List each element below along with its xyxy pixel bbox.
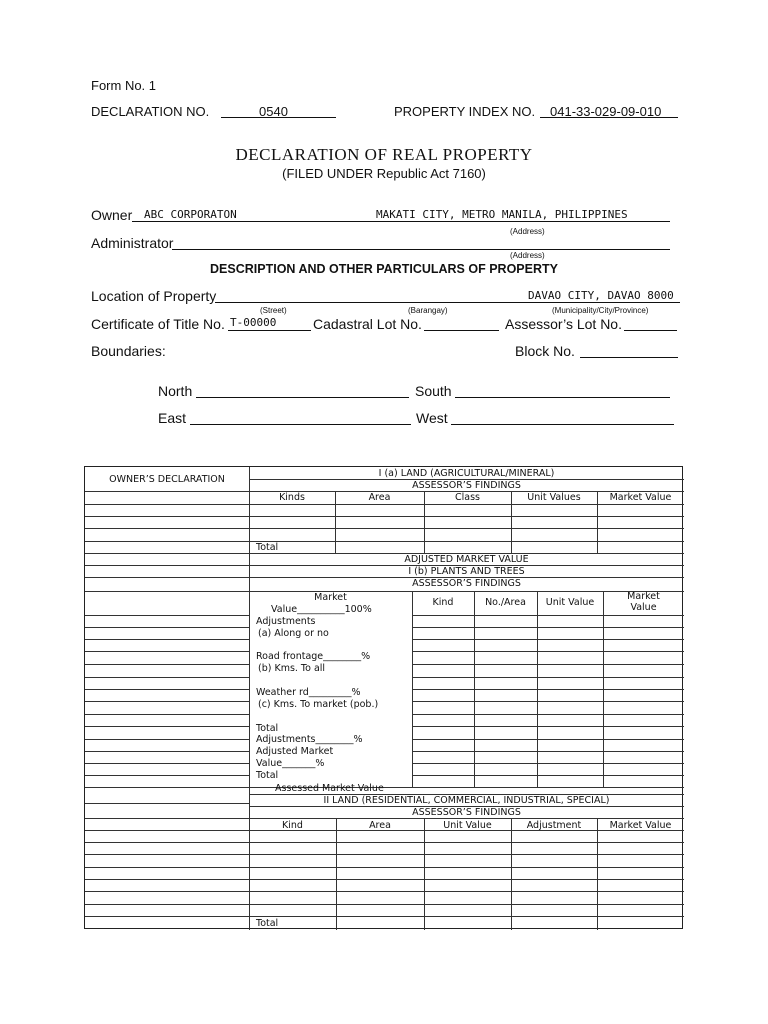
property-index-value[interactable]: 041-33-029-09-010 bbox=[550, 104, 662, 119]
cadastral-lot-line[interactable] bbox=[424, 330, 499, 331]
administrator-label: Administrator bbox=[91, 235, 174, 251]
page-subtitle: (FILED UNDER Republic Act 7160) bbox=[282, 166, 486, 181]
title-no-value[interactable]: T-00000 bbox=[230, 316, 277, 329]
barangay-caption: (Barangay) bbox=[408, 306, 448, 315]
land-res-total: Total bbox=[256, 918, 279, 929]
table-line bbox=[412, 627, 684, 628]
table-line bbox=[412, 651, 684, 652]
administrator-line[interactable] bbox=[172, 249, 670, 250]
table-line bbox=[412, 689, 684, 690]
owner-row-line bbox=[85, 553, 249, 554]
land-res-col-adjustment: Adjustment bbox=[526, 820, 582, 831]
plants-col-market-value: Market Value bbox=[627, 591, 660, 613]
table-line bbox=[424, 818, 425, 930]
land-ag-col-area: Area bbox=[368, 492, 391, 503]
adjusted-market-value: ADJUSTED MARKET VALUE bbox=[404, 554, 529, 565]
land-ag-findings: ASSESSOR’S FINDINGS bbox=[412, 480, 521, 491]
owner-address-caption: (Address) bbox=[510, 227, 545, 236]
owner-row-line bbox=[85, 591, 249, 592]
land-res-col-area: Area bbox=[369, 820, 391, 831]
land-res-col-unit-value: Unit Value bbox=[443, 820, 492, 831]
declaration-no-value[interactable]: 0540 bbox=[259, 104, 288, 119]
land-ag-col-unit-values: Unit Values bbox=[527, 492, 581, 503]
location-value[interactable]: DAVAO CITY, DAVAO 8000 bbox=[528, 289, 674, 302]
north-label: North bbox=[158, 383, 193, 399]
table-line bbox=[511, 491, 512, 553]
table-line bbox=[597, 818, 598, 930]
table-line bbox=[412, 714, 684, 715]
plants-col-unit-value: Unit Value bbox=[545, 597, 595, 608]
owner-address-value[interactable]: MAKATI CITY, METRO MANILA, PHILIPPINES bbox=[376, 208, 628, 221]
owner-row-line bbox=[85, 677, 249, 678]
table-line bbox=[249, 891, 684, 892]
owner-row-line bbox=[85, 689, 249, 690]
owner-row-line bbox=[85, 739, 249, 740]
cadastral-lot-label: Cadastral Lot No. bbox=[313, 316, 422, 332]
assessed-market-value: Assessed Market Value bbox=[275, 783, 384, 794]
adj-value-pct: Value__________100% bbox=[271, 604, 372, 615]
owner-row-line bbox=[85, 577, 249, 578]
owner-row-line bbox=[85, 787, 249, 788]
east-label: East bbox=[158, 410, 187, 426]
owner-row-line bbox=[85, 726, 249, 727]
table-line bbox=[412, 763, 684, 764]
table-line bbox=[412, 664, 684, 665]
table-line bbox=[249, 904, 684, 905]
owner-row-line bbox=[85, 879, 249, 880]
section-heading: DESCRIPTION AND OTHER PARTICULARS OF PROPERTY bbox=[210, 262, 558, 276]
owner-row-line bbox=[85, 639, 249, 640]
owner-row-line bbox=[85, 867, 249, 868]
owner-row-line bbox=[85, 504, 249, 505]
owner-row-line bbox=[85, 891, 249, 892]
table-line bbox=[412, 701, 684, 702]
land-res-title: II LAND (RESIDENTIAL, COMMERCIAL, INDUSTRIAL, SPECIAL) bbox=[323, 795, 610, 806]
east-line[interactable] bbox=[190, 424, 411, 425]
owner-row-line bbox=[85, 916, 249, 917]
title-no-label: Certificate of Title No. bbox=[91, 316, 225, 332]
adj-total2: Total bbox=[256, 770, 279, 781]
block-no-label: Block No. bbox=[515, 343, 575, 359]
table-line bbox=[412, 639, 684, 640]
property-index-label: PROPERTY INDEX NO. bbox=[394, 104, 536, 119]
table-line bbox=[249, 867, 684, 868]
land-res-col-kind: Kind bbox=[282, 820, 303, 831]
owner-row-line bbox=[85, 714, 249, 715]
table-line bbox=[249, 854, 684, 855]
land-res-col-market-value: Market Value bbox=[609, 820, 672, 831]
owner-row-line bbox=[85, 830, 249, 831]
declaration-no-label: DECLARATION NO. bbox=[91, 104, 210, 119]
assessor-lot-label: Assessor’s Lot No. bbox=[505, 316, 622, 332]
adj-adjustments: Adjustments bbox=[256, 616, 316, 627]
table-line bbox=[597, 491, 598, 553]
adj-along: (a) Along or no bbox=[258, 628, 329, 639]
adj-value2: Value_______% bbox=[256, 758, 325, 769]
municipality-caption: (Municipality/City/Province) bbox=[552, 306, 649, 315]
south-label: South bbox=[415, 383, 452, 399]
owner-row-line bbox=[85, 664, 249, 665]
table-line bbox=[412, 615, 684, 616]
owner-row-line bbox=[85, 651, 249, 652]
assessment-table bbox=[84, 466, 683, 929]
owner-label: Owner bbox=[91, 207, 133, 223]
table-line bbox=[412, 775, 684, 776]
west-label: West bbox=[416, 410, 448, 426]
south-line[interactable] bbox=[455, 397, 670, 398]
owner-row-line bbox=[85, 565, 249, 566]
table-line bbox=[336, 818, 337, 930]
adj-kms-all: (b) Kms. To all bbox=[258, 663, 326, 674]
owner-line bbox=[132, 221, 670, 222]
table-line bbox=[249, 842, 684, 843]
page-title: DECLARATION OF REAL PROPERTY bbox=[235, 145, 533, 164]
boundaries-label: Boundaries: bbox=[91, 343, 166, 359]
table-line bbox=[249, 879, 684, 880]
location-line bbox=[215, 302, 680, 303]
location-label: Location of Property bbox=[91, 288, 217, 304]
land-ag-col-kinds: Kinds bbox=[279, 492, 305, 503]
street-caption: (Street) bbox=[260, 306, 287, 315]
table-line bbox=[412, 739, 684, 740]
owner-row-line bbox=[85, 541, 249, 542]
table-line bbox=[249, 916, 684, 917]
adj-weather: Weather rd_________% bbox=[256, 687, 361, 698]
plants-findings: ASSESSOR’S FINDINGS bbox=[412, 578, 521, 589]
north-line[interactable] bbox=[196, 397, 409, 398]
table-line bbox=[249, 504, 684, 505]
table-line bbox=[249, 818, 684, 819]
owner-row-line bbox=[85, 803, 249, 804]
adj-kms-market: (c) Kms. To market (pob.) bbox=[258, 699, 379, 710]
owner-row-line bbox=[85, 763, 249, 764]
form-number: Form No. 1 bbox=[91, 78, 157, 93]
assessor-lot-line[interactable] bbox=[624, 330, 677, 331]
adj-total: Total bbox=[256, 723, 279, 734]
owner-row-line bbox=[85, 751, 249, 752]
table-line bbox=[249, 516, 684, 517]
owner-row-line bbox=[85, 516, 249, 517]
table-line bbox=[249, 541, 684, 542]
administrator-address-caption: (Address) bbox=[510, 251, 545, 260]
owner-row-line bbox=[85, 701, 249, 702]
plants-col-kind: Kind bbox=[432, 597, 454, 608]
owner-column-divider bbox=[249, 467, 250, 930]
owner-row-line bbox=[85, 528, 249, 529]
table-line bbox=[511, 818, 512, 930]
adj-market: Market bbox=[314, 592, 347, 603]
table-line bbox=[249, 830, 684, 831]
block-no-line[interactable] bbox=[580, 357, 678, 358]
owner-row-line bbox=[85, 627, 249, 628]
table-line bbox=[412, 751, 684, 752]
table-line bbox=[412, 726, 684, 727]
land-ag-title: I (a) LAND (AGRICULTURAL/MINERAL) bbox=[378, 468, 555, 479]
owner-row-line bbox=[85, 775, 249, 776]
table-line bbox=[249, 528, 684, 529]
west-line[interactable] bbox=[451, 424, 674, 425]
table-line bbox=[412, 677, 684, 678]
adj-adjusted-market: Adjusted Market bbox=[256, 746, 334, 757]
owner-row-line bbox=[85, 818, 249, 819]
owner-row-line bbox=[85, 904, 249, 905]
owner-row-line bbox=[85, 842, 249, 843]
plants-title: I (b) PLANTS AND TREES bbox=[408, 566, 525, 577]
owner-row-line bbox=[85, 491, 249, 492]
plants-col-no-area: No./Area bbox=[485, 597, 526, 608]
land-res-findings: ASSESSOR’S FINDINGS bbox=[412, 807, 521, 818]
adj-road: Road frontage________% bbox=[256, 651, 371, 662]
land-ag-total: Total bbox=[256, 542, 279, 553]
land-ag-col-market-value: Market Value bbox=[609, 492, 672, 503]
owner-value[interactable]: ABC CORPORATON bbox=[144, 208, 237, 221]
owner-row-line bbox=[85, 854, 249, 855]
table-line bbox=[424, 491, 425, 553]
owner-row-line bbox=[85, 615, 249, 616]
adj-total-adjustments: Adjustments________% bbox=[256, 734, 363, 745]
land-ag-col-class: Class bbox=[455, 492, 480, 503]
owners-declaration-header: OWNER’S DECLARATION bbox=[109, 474, 225, 485]
table-line bbox=[335, 491, 336, 553]
title-no-line bbox=[228, 330, 311, 331]
